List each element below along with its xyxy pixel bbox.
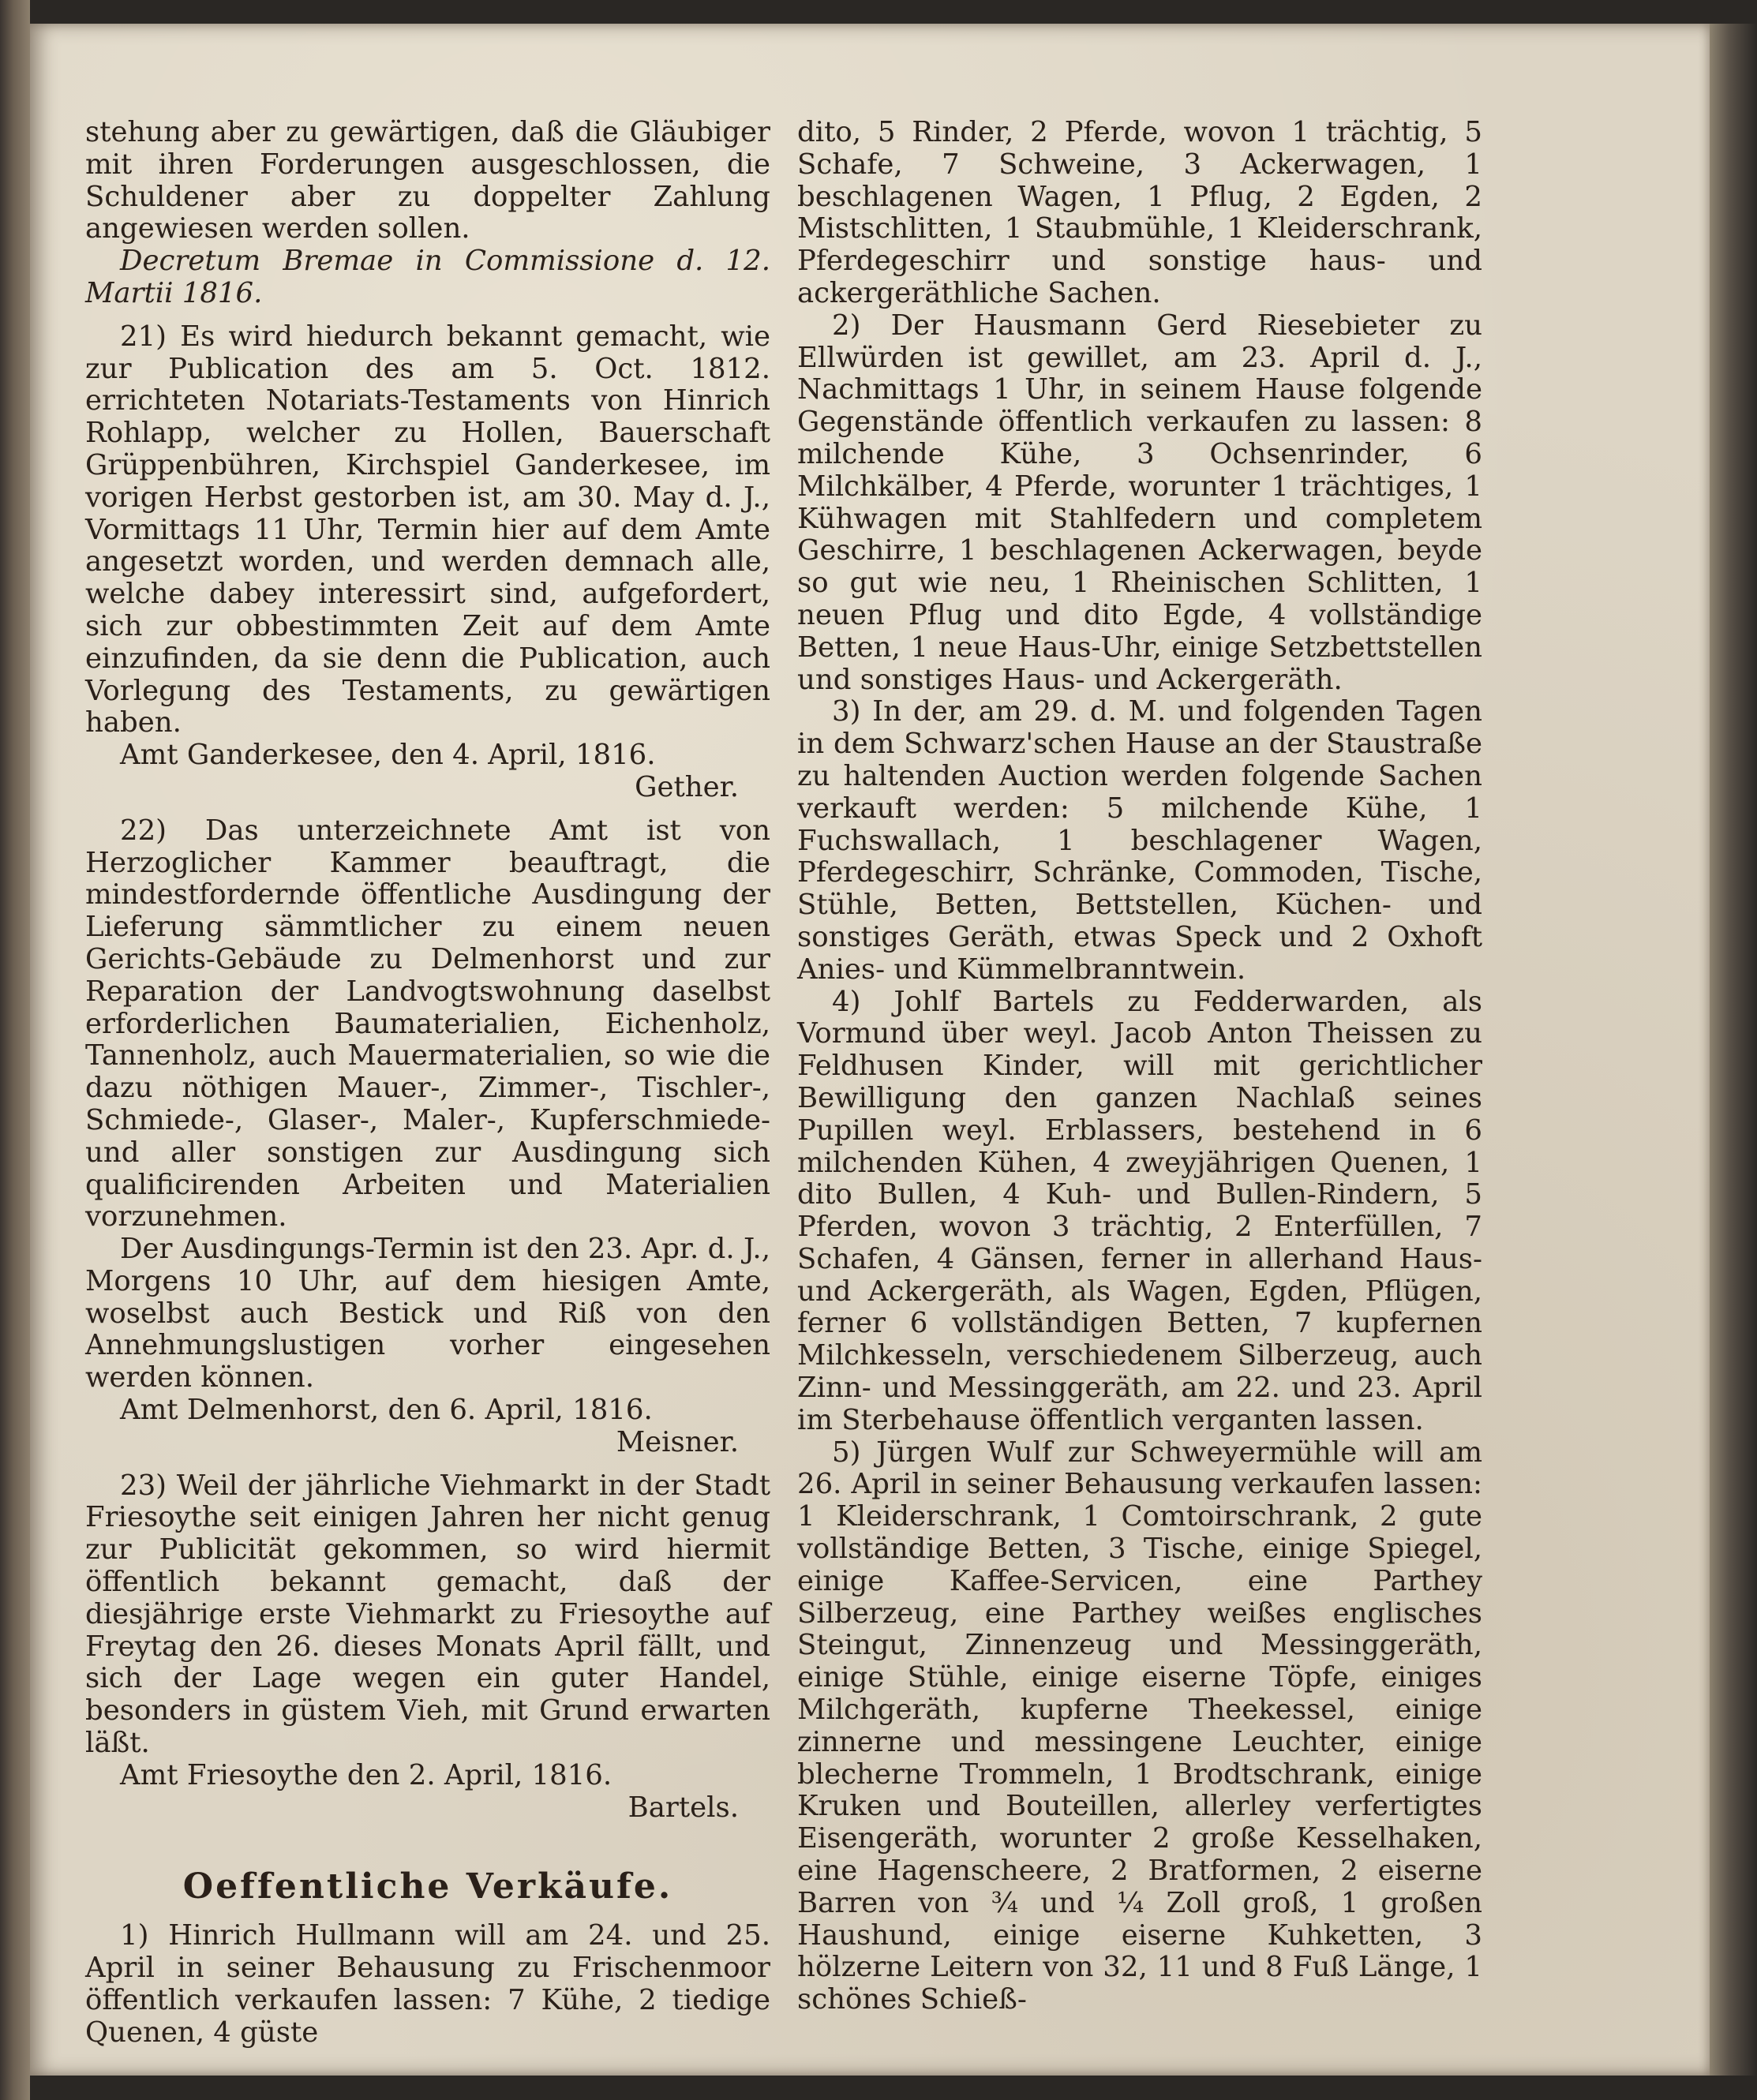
- paragraph-continuation: stehung aber zu gewärtigen, daß die Gläubiger mit ihren Forderungen ausgeschlossen, die Schuldener aber zu doppelter Zahlung angewiesen werden sollen.: [85, 116, 770, 245]
- notice-22-signature: Meisner.: [616, 1425, 739, 1458]
- notice-23: 23) Weil der jährliche Viehmarkt in der Stadt Friesoythe seit einigen Jahren her nicht genug zur Publicität gekommen, so wird hiermit öffentlich bekannt gemacht, daß der diesjährige erste Viehmarkt zu Friesoythe auf Freytag den 26. dieses Monats April fällt, und sich der Lage wegen ein guter Handel, besonders in güstem Vieh, mit Grund erwarten läßt.: [85, 1469, 770, 1760]
- notice-21-signature: Gether.: [635, 770, 739, 803]
- decretum-line: Decretum Bremae in Commissione d. 12. Martii 1816.: [85, 245, 770, 309]
- sale-2: 2) Der Hausmann Gerd Riesebieter zu Ellwürden ist gewillet, am 23. April d. J., Nachmittags 1 Uhr, in seinem Hause folgende Gegenstände öffentlich verkaufen zu lassen: 8 milchende Kühe, 3 Ochsenrinder, 6 Milchkälber, 4 Pferde, worunter 1 trächtiges, 1 Kühwagen mit Stahlfedern und completem Geschirre, 1 beschlagenen Ackerwagen, beyde so gut wie neu, 1 Rheinischen Schlitten, 1 neuen Pflug und dito Egde, 4 vollständige Betten, 1 neue Haus-Uhr, einige Setzbettstellen und sonstiges Haus- und Ackergeräth.: [797, 309, 1482, 696]
- sale-5: 5) Jürgen Wulf zur Schweyermühle will am 26. April in seiner Behausung verkaufen lassen: 1 Kleiderschrank, 1 Comtoirschrank, 2 gute vollständige Betten, 3 Tische, einige Spiegel, einige Kaffee-Servicen, eine Parthey Silberzeug, eine Parthey weißes englisches Steingut, Zinnenzeug und Messinggeräth, einige Stühle, einige eiserne Töpfe, einiges Milchgeräth, kupferne Theekessel, einige zinnerne und messingene Leuchter, einige blecherne Trommeln, 1 Brodtschrank, einige Kruken und Bouteillen, allerley verfertigtes Eisengeräth, worunter 2 große Kesselhaken, eine Hagenscheere, 2 Bratformen, 2 eiserne Barren von ¾ und ¼ Zoll groß, 1 großen Haushund, einige eiserne Kuhketten, 3 hölzerne Leitern von 32, 11 und 8 Fuß Länge, 1 schönes Schieß-: [797, 1436, 1482, 2016]
- section-heading: Oeffentliche Verkäufe.: [182, 1866, 673, 1907]
- right-text-column: [797, 117, 1482, 2016]
- notice-22-term: Der Ausdingungs-Termin ist den 23. Apr. d. J., Morgens 10 Uhr, auf dem hiesigen Amte, woselbst auch Bestick und Riß von den Annehmungslustigen vorher eingesehen werden können.: [85, 1233, 770, 1394]
- notice-22-place-date: Amt Delmenhorst, den 6. April, 1816.: [120, 1394, 653, 1427]
- notice-21-place-date: Amt Ganderkesee, den 4. April, 1816.: [120, 739, 656, 772]
- notice-23-signature: Bartels.: [628, 1791, 739, 1824]
- page-shadow-edge: [1710, 24, 1757, 2076]
- notice-23-place-date: Amt Friesoythe den 2. April, 1816.: [120, 1758, 613, 1791]
- sale-4: 4) Johlf Bartels zu Fedderwarden, als Vormund über weyl. Jacob Anton Theissen zu Feldhusen Kinder, will mit gerichtlicher Bewilligung den ganzen Nachlaß seines Pupillen weyl. Erblassers, bestehend in 6 milchenden Kühen, 4 zweyjährigen Quenen, 1 dito Bullen, 4 Kuh- und Bullen-Rindern, 5 Pferden, wovon 3 trächtig, 2 Enterfüllen, 7 Schafen, 4 Gänsen, ferner in allerhand Haus- und Ackergeräth, als Wagen, Egden, Pflügen, ferner 6 vollständigen Betten, 7 kupfernen Milchkesseln, verschiedenem Silberzeug, auch Zinn- und Messinggeräth, am 22. und 23. April im Sterbehause öffentlich verganten lassen.: [797, 985, 1482, 1436]
- notice-22: 22) Das unterzeichnete Amt ist von Herzoglicher Kammer beauftragt, die mindestfordernde öffentliche Ausdingung der Lieferung sämmtlicher zu einem neuen Gerichts-Gebäude zu Delmenhorst und zur Reparation der Landvogtswohnung daselbst erforderlichen Baumaterialien, Eichenholz, Tannenholz, auch Mauermaterialien, so wie die dazu nöthigen Mauer-, Zimmer-, Tischler-, Schmiede-, Glaser-, Maler-, Kupferschmiede- und aller sonstigen zur Ausdingung sich qualificirenden Arbeiten und Materialien vorzunehmen.: [85, 814, 770, 1233]
- facing-page-edge: [0, 0, 30, 2100]
- sale-1-start: 1) Hinrich Hullmann will am 24. und 25. April in seiner Behausung zu Frischenmoor öffentlich verkaufen lassen: 7 Kühe, 2 tiedige Quenen, 4 güste: [85, 1919, 770, 2049]
- sale-1-continuation: dito, 5 Rinder, 2 Pferde, wovon 1 trächtig, 5 Schafe, 7 Schweine, 3 Ackerwagen, 1 beschlagenen Wagen, 1 Pflug, 2 Egden, 2 Mistschlitten, 1 Staubmühle, 1 Kleiderschrank, Pferdegeschirr und sonstige haus- und ackergeräthliche Sachen.: [797, 116, 1482, 309]
- notice-21: 21) Es wird hiedurch bekannt gemacht, wie zur Publication des am 5. Oct. 1812. errichteten Notariats-Testaments von Hinrich Rohlapp, welcher zu Hollen, Bauerschaft Grüppenbühren, Kirchspiel Ganderkesee, im vorigen Herbst gestorben ist, am 30. May d. J., Vormittags 11 Uhr, Termin hier auf dem Amte angesetzt worden, und werden demnach alle, welche dabey interessirt sind, aufgefordert, sich zur obbestimmten Zeit auf dem Amte einzufinden, da sie denn die Publication, auch Vorlegung des Testaments, zu gewärtigen haben.: [85, 320, 770, 739]
- sale-3: 3) In der, am 29. d. M. und folgenden Tagen in dem Schwarz'schen Hause an der Staustraße zu haltenden Auction werden folgende Sachen verkauft werden: 5 milchende Kühe, 1 Fuchswallach, 1 beschlagener Wagen, Pferdegeschirr, Schränke, Commoden, Tische, Stühle, Betten, Bettstellen, Küchen- und sonstiges Geräth, etwas Speck und 2 Oxhoft Anies- und Kümmelbranntwein.: [797, 695, 1482, 986]
- left-text-column: [85, 117, 770, 2049]
